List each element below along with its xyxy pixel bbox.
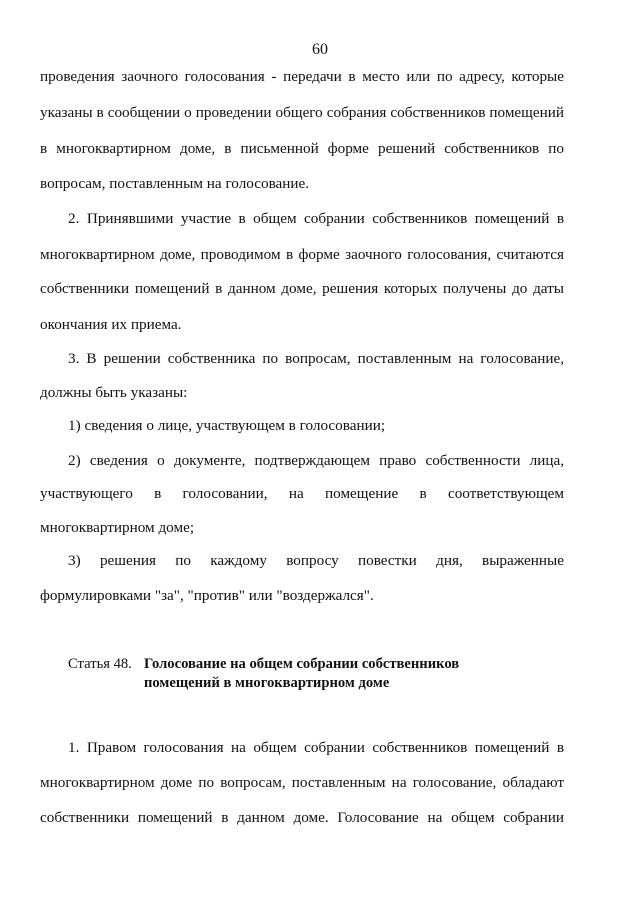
text-line: 2) сведения о документе, подтверждающем право собственности лица, (68, 452, 564, 469)
text-line: многоквартирном доме по вопросам, поставленным на голосование, обладают (40, 774, 564, 791)
text-line: в многоквартирном доме, в письменной форме решений собственников по (40, 140, 564, 157)
article-title: Голосование на общем собрании собственников (144, 656, 460, 672)
text-line: 1) сведения о лице, участвующем в голосовании; (68, 417, 386, 434)
text-line: 2. Принявшими участие в общем собрании собственников помещений в (68, 210, 564, 227)
text-line: 1. Правом голосования на общем собрании собственников помещений в (68, 739, 564, 756)
article-heading (68, 655, 459, 674)
text-line: должны быть указаны: (40, 384, 188, 401)
text-line: вопросам, поставленным на голосование. (40, 175, 310, 192)
text-line: участвующего в голосовании, на помещение в соответствующем (40, 485, 564, 502)
page-number: 60 (312, 41, 328, 58)
text-line: собственники помещений в данном доме. Голосование на общем собрании (40, 809, 564, 826)
text-line: многоквартирном доме; (40, 519, 195, 536)
text-line: проведения заочного голосования - передачи в место или по адресу, которые (40, 68, 564, 85)
article-title-continued: помещений в многоквартирном доме (144, 675, 390, 691)
text-line: указаны в сообщении о проведении общего собрания собственников помещений (40, 104, 564, 121)
text-line: 3. В решении собственника по вопросам, поставленным на голосование, (68, 350, 564, 367)
article-label: Статья 48. (68, 656, 132, 672)
text-line: окончания их приема. (40, 316, 182, 333)
text-line: многоквартирном доме, проводимом в форме заочного голосования, считаются (40, 246, 564, 263)
text-line: формулировками "за", "против" или "воздержался". (40, 587, 374, 604)
text-line: 3) решения по каждому вопросу повестки дня, выраженные (68, 552, 564, 569)
text-line: собственники помещений в данном доме, решения которых получены до даты (40, 280, 564, 297)
